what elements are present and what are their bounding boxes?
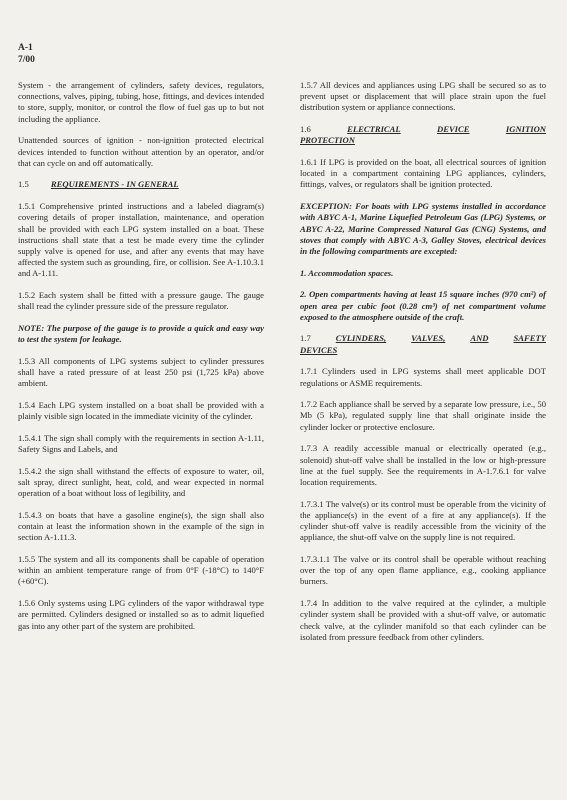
paragraph-1-7-1: 1.7.1 Cylinders used in LPG systems shall meet applicable DOT regulations or ASME requirements. (300, 366, 546, 388)
definition-system: System - the arrangement of cylinders, safety devices, regulators, connections, valves, piping, tubing, hose, fittings, and devices intended to store, supply, monitor, or control the flow of fuel gas up to but not including the appliance. (18, 80, 264, 124)
paragraph-1-5-1: 1.5.1 Comprehensive printed instructions and a labeled diagram(s) covering details of proper installation, maintenance, and operation shall be provided with each LPG system installed on a boat. These instructions shall state that a test be made every time the cylinder supply valve is opened for use, and after any events that may have affected the system such as grounding, fire, or collision. See A-1.10.3.1 and A-1.11. (18, 201, 264, 279)
section-heading-1-7 (300, 333, 546, 355)
heading-word: SAFETY (513, 333, 546, 344)
heading-word: IGNITION (505, 124, 546, 135)
heading-word: DEVICE (437, 124, 470, 135)
paragraph-1-5-4: 1.5.4 Each LPG system installed on a boat shall be provided with a plainly visible sign located in the immediate vicinity of the cylinder. (18, 399, 264, 422)
heading-line2: PROTECTION (300, 135, 355, 146)
section-heading-1-5 (18, 179, 264, 190)
heading-word: CYLINDERS, (335, 333, 387, 344)
paragraph-1-5-4-2: 1.5.4.2 the sign shall withstand the effects of exposure to water, oil, salt spray, direct sunlight, heat, cold, and wear expected in normal operation of a boat without loss of legibility, and (18, 465, 264, 499)
exception-item-1: 1. Accommodation spaces. (300, 267, 394, 278)
heading-word: ELECTRICAL (347, 124, 401, 135)
paragraph-1-5-5: 1.5.5 The system and all its components shall be capable of operation within an ambient temperature range of from 0°F (-18°C) to 140°F (+60°C). (18, 554, 264, 587)
paragraph-1-6-1: 1.6.1 If LPG is provided on the boat, all electrical sources of ignition located in a compartment containing LPG appliances, cylinders, fittings, valves, or regulators shall be ignition protected. (300, 157, 546, 190)
paragraph-1-7-3-1-1: 1.7.3.1.1 The valve or its control shall be operable without reaching over the top of any open flame appliance, e.g., cooking appliance burners. (300, 554, 546, 587)
definition-unattended: Unattended sources of ignition - non-ignition protected electrical devices intended to function without attention by an operator, and/or that can cycle on and off automatically. (18, 135, 264, 168)
heading-word: VALVES, (411, 333, 446, 344)
paragraph-1-7-4: 1.7.4 In addition to the valve required at the cylinder, a multiple cylinder system shall be provided with a shut-off valve, or automatic check valve, at the cylinder manifold so that each cylinder can be isolated from pressure feedback from other cylinders. (300, 598, 546, 642)
page-header (18, 42, 35, 66)
exception-item-2: 2. Open compartments having at least 15 square inches (970 cm²) of open area per cubic foot (0.28 cm³) of net compartment volume exposed to the atmosphere outside of the craft. (300, 289, 546, 322)
heading-word: AND (470, 333, 489, 344)
paragraph-1-5-4-3: 1.5.4.3 on boats that have a gasoline engine(s), the sign shall also contain at least the information shown in the example of the sign in section A-1.11.3. (18, 509, 264, 543)
paragraph-1-5-4-1: 1.5.4.1 The sign shall comply with the requirements in section A-1.11, Safety Signs and Labels, and (18, 432, 264, 455)
paragraph-1-7-3: 1.7.3 A readily accessible manual or electrically operated (e.g., solenoid) shut-off valve shall be installed in the low or high-pressure line at the fuel supply. See the requirements in A-1.7.6.1 for valve location requirements. (300, 443, 546, 487)
section-number: 1.7 (300, 333, 311, 344)
exception-block: EXCEPTION: For boats with LPG systems installed in accordance with ABYC A-1, Marine Liquefied Petroleum Gas (LPG) Systems, or ABYC A-22, Marine Compressed Natural Gas (CNG) Systems, and stoves that comply with ABYC A-3, Galley Stoves, electrical devices in the following compartments are excepted: (300, 201, 546, 256)
heading-line2: DEVICES (300, 344, 338, 355)
paragraph-1-7-3-1: 1.7.3.1 The valve(s) or its control must be operable from the vicinity of the appliance(s) in the event of a fire at any appliance(s). If the cylinder shut-off valve is readily accessible from the vicinity of the appliance, the shut-off valve on the supply line is not required. (300, 498, 546, 543)
paragraph-1-5-6: 1.5.6 Only systems using LPG cylinders of the vapor withdrawal type are permitted. Cylinders designed or installed so as to admit liquefied gas into any other part of the system are prohibited. (18, 598, 264, 631)
left-column (18, 80, 264, 642)
paragraph-1-5-3: 1.5.3 All components of LPG systems subject to cylinder pressures shall have a rated pressure of at least 250 psi (1,725 kPa) above ambient. (18, 355, 264, 389)
section-number: 1.5 (18, 179, 29, 190)
right-column (300, 80, 546, 653)
section-id: A-1 (18, 43, 33, 53)
section-heading-1-6 (300, 124, 546, 146)
paragraph-1-7-2: 1.7.2 Each appliance shall be served by a separate low pressure, i.e., 50 Mb (5 kPa), regulated supply line that shall originate inside the cylinder locker or protective enclosure. (300, 399, 546, 432)
note-gauge: NOTE: The purpose of the gauge is to provide a quick and easy way to test the system for leakage. (18, 322, 264, 345)
section-number: 1.6 (300, 124, 311, 135)
paragraph-1-5-7: 1.5.7 All devices and appliances using LPG shall be secured so as to prevent upset or displacement that will place strain upon the fuel distribution system or appliance connections. (300, 80, 546, 113)
revision-date: 7/00 (18, 55, 35, 65)
section-title: REQUIREMENTS - IN GENERAL (50, 179, 179, 190)
paragraph-1-5-2: 1.5.2 Each system shall be fitted with a pressure gauge. The gauge shall read the cylinder pressure side of the pressure regulator. (18, 290, 264, 312)
